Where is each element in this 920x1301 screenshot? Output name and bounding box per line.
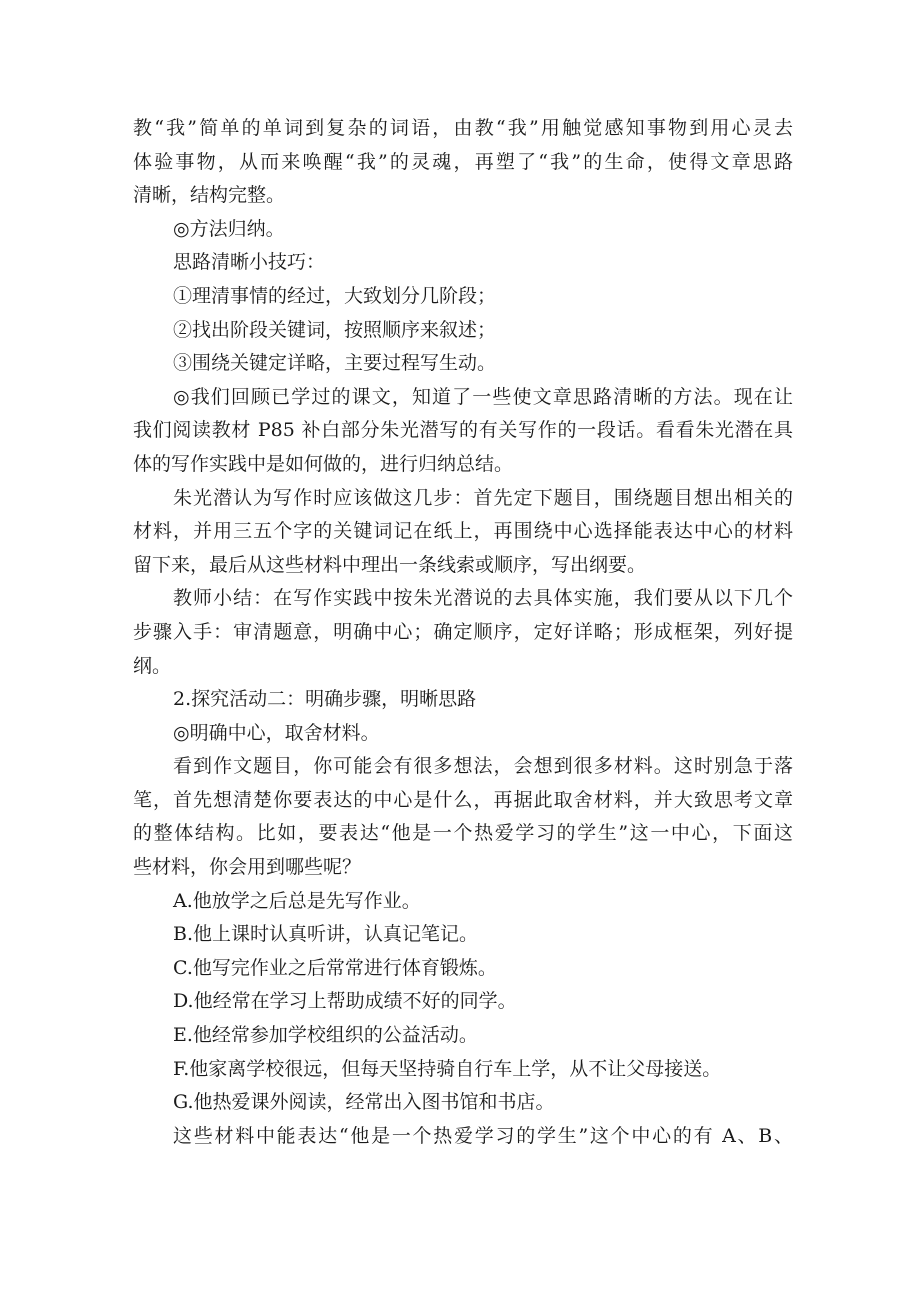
text-line: 步骤入手：审清题意，明确中心；确定顺序，定好详略；形成框架，列好提 xyxy=(133,620,793,643)
text-line: 2.探究活动二：明确步骤，明晰思路 xyxy=(173,688,477,711)
document-body xyxy=(133,112,793,1153)
text-line: ①理清事情的经过，大致划分几阶段； xyxy=(173,284,497,307)
text-line: 些材料，你会用到哪些呢？ xyxy=(133,856,362,879)
text-line: ②找出阶段关键词，按照顺序来叙述； xyxy=(173,318,497,341)
text-line: 的整体结构。比如，要表达“他是一个热爱学习的学生”这一中心，下面这 xyxy=(133,822,793,845)
text-line: 材料，并用三五个字的关键词记在纸上，再围绕中心选择能表达中心的材料 xyxy=(133,520,793,543)
text-line: 体的写作实践中是如何做的，进行归纳总结。 xyxy=(133,452,514,475)
text-line: 教“我”简单的单词到复杂的词语，由教“我”用触觉感知事物到用心灵去 xyxy=(133,117,793,139)
text-line: 朱光潜认为写作时应该做这几步：首先定下题目，围绕题目想出相关的 xyxy=(173,486,793,509)
text-line: 笔，首先想清楚你要表达的中心是什么，再据此取舍材料，并大致思考文章 xyxy=(133,788,793,811)
text-line: A.他放学之后总是先写作业。 xyxy=(173,889,421,912)
text-line: G.他热爱课外阅读，经常出入图书馆和书店。 xyxy=(173,1091,555,1114)
text-line: 纲。 xyxy=(133,654,172,677)
text-line: 看到作文题目，你可能会有很多想法，会想到很多材料。这时别急于落 xyxy=(173,755,793,778)
text-line: 思路清晰小技巧： xyxy=(173,251,326,274)
text-line: F.他家离学校很远，但每天坚持骑自行车上学，从不让父母接送。 xyxy=(173,1057,722,1080)
text-line: E.他经常参加学校组织的公益活动。 xyxy=(173,1024,478,1047)
text-line: 这些材料中能表达“他是一个热爱学习的学生”这个中心的有 A、B、 xyxy=(173,1124,793,1147)
text-line: ③围绕关键定详略，主要过程写生动。 xyxy=(173,352,497,375)
text-line: 我们阅读教材 P85 补白部分朱光潜写的有关写作的一段话。看看朱光潜在具 xyxy=(133,419,793,442)
text-line: ◎明确中心，取舍材料。 xyxy=(173,721,380,744)
text-line: B.他上课时认真听讲，认真记笔记。 xyxy=(173,923,479,946)
text-line: C.他写完作业之后常常进行体育锻炼。 xyxy=(173,956,497,979)
text-line: ◎方法归纳。 xyxy=(173,217,285,240)
text-line: ◎我们回顾已学过的课文，知道了一些使文章思路清晰的方法。现在让 xyxy=(173,385,793,408)
text-line: 留下来，最后从这些材料中理出一条线索或顺序，写出纲要。 xyxy=(133,553,647,576)
text-line: 体验事物，从而来唤醒“我”的灵魂，再塑了“我”的生命，使得文章思路 xyxy=(133,150,793,173)
text-line: 教师小结：在写作实践中按朱光潜说的去具体实施，我们要从以下几个 xyxy=(173,587,793,610)
text-line: D.他经常在学习上帮助成绩不好的同学。 xyxy=(173,990,517,1013)
text-line: 清晰，结构完整。 xyxy=(133,184,286,207)
